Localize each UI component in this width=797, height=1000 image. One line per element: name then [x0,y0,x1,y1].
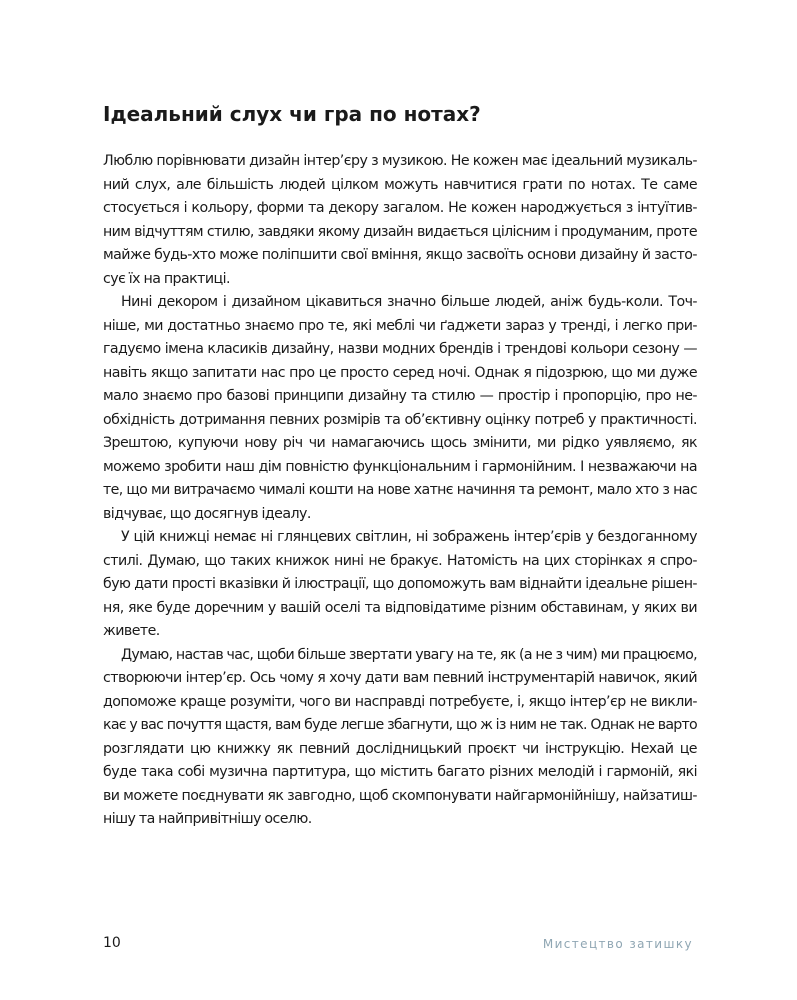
page-title: Ідеальний слух чи гра по нотах? [103,102,481,126]
text-line: допоможе краще розуміти, чого ви насправді потребуєте, і, якщо інтер’єр не викли- [103,693,697,710]
text-line: ня, яке буде доречним у вашій оселі та відповідатиме різним обставинам, у яких ви [103,599,697,616]
text-line: У цій книжці немає ні глянцевих світлин, ні зображень інтер’єрів у бездоганному [121,529,697,545]
text-line: Зрештою, купуючи нову річ чи намагаючись щось змінити, ми рідко уявляємо, як [103,435,697,451]
text-line: Люблю порівнювати дизайн інтер’єру з музикою. Не кожен має ідеальний музикаль- [103,153,697,169]
text-line: ний слух, але більшість людей цілком можуть навчитися грати по нотах. Те саме [103,176,697,193]
text-line: бую дати прості вказівки й ілюстрації, що допоможуть вам віднайти ідеальне рішен- [103,576,697,592]
text-line: живете. [103,623,160,639]
paragraph [103,150,697,291]
text-line: можемо зробити наш дім повністю функціональним і гармонійним. І незважаючи на [103,458,697,475]
text-line: ви можете поєднувати як завгодно, щоб скомпонувати найгармонійнішу, найзатиш- [103,787,697,804]
text-line: сує їх на практиці. [103,270,231,287]
text-line: стилі. Думаю, що таких книжок нині не бракує. Натомість на цих сторінках я спро- [103,552,697,569]
paragraph [103,526,697,644]
text-line: ним відчуттям стилю, завдяки якому дизайн видається цілісним і продуманим, проте [103,223,697,240]
running-title: Мистецтво затишку [542,937,693,951]
text-line: стосується і кольору, форми та декору загалом. Не кожен народжується з інтуїтив- [103,200,697,216]
paragraph [103,291,697,526]
text-line: ніше, ми достатньо знаємо про те, які меблі чи ґаджети зараз у тренді, і легко при- [103,317,697,334]
text-line: буде така собі музична партитура, що містить багато різних мелодій і гармоній, які [103,764,697,780]
text-line: мало знаємо про базові принципи дизайну та стилю — простір і пропорцію, про не- [103,388,697,404]
page-number: 10 [103,935,121,951]
text-line: гадуємо імена класиків дизайну, назви модних брендів і трендові кольори сезону — [103,341,697,357]
text-line: майже будь-хто може поліпшити свої вміння, якщо засвоїть основи дизайну й засто- [103,247,697,263]
text-line: обхідність дотримання певних розмірів та об’єктивну оцінку потреб у практичності. [103,411,697,428]
text-line: створюючи інтер’єр. Ось чому я хочу дати вам певний інструментарій навичок, який [103,670,697,686]
text-line: розглядати цю книжку як певний дослідницький проєкт чи інструкцію. Нехай це [103,740,697,757]
body-text [103,150,697,832]
text-line: навіть якщо запитати нас про це просто серед ночі. Однак я підозрюю, що ми дуже [103,364,697,381]
text-line: відчуває, що досягнув ідеалу. [103,505,311,522]
text-line: те, що ми витрачаємо чималі кошти на нове хатнє начиння та ремонт, мало хто з нас [103,482,697,498]
text-line: Нині декором і дизайном цікавиться значно більше людей, аніж будь-коли. Точ- [121,294,697,310]
text-line: нішу та найпривітнішу оселю. [103,811,312,827]
text-line: Думаю, настав час, щоби більше звертати увагу на те, як (а не з чим) ми працюємо, [121,646,697,663]
paragraph [103,644,697,832]
text-line: кає у вас почуття щастя, вам буде легше збагнути, що ж із ним не так. Однак не варто [103,717,697,733]
